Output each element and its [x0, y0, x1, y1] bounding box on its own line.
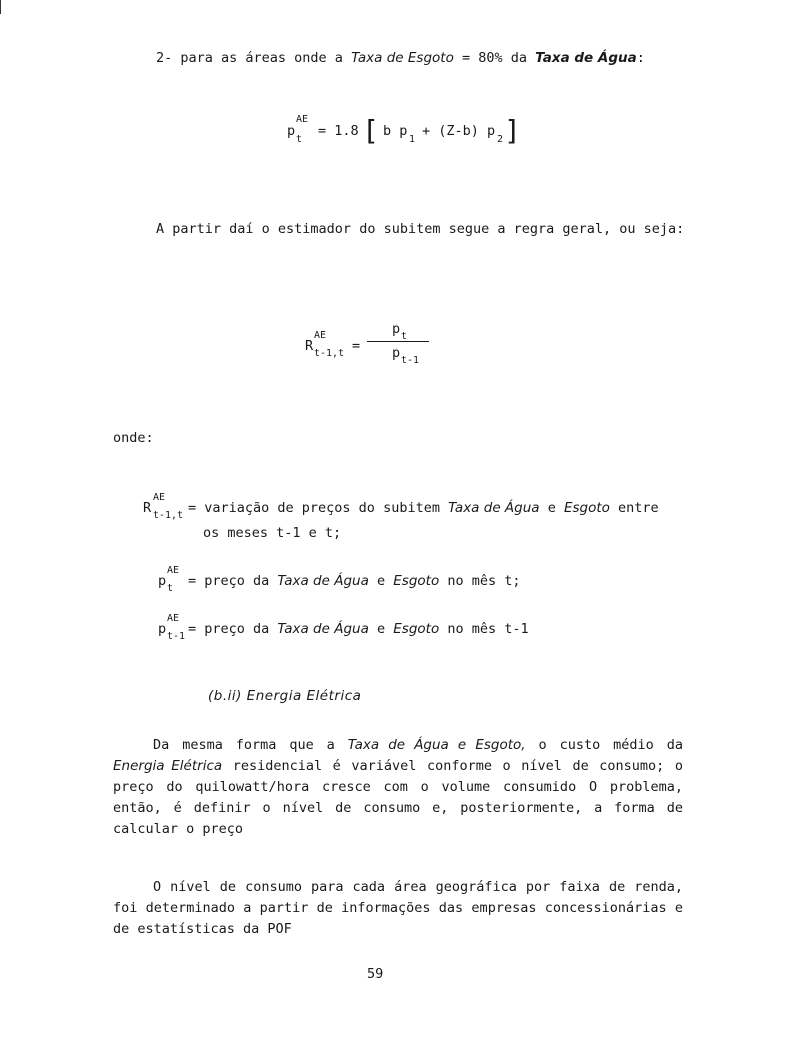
eq1-b-p: b p: [383, 123, 408, 139]
section-heading: (b.ii) Energia Elétrica: [208, 688, 362, 704]
para2-line2: foi determinado a partir de informações das empresas concessionárias e: [113, 900, 683, 916]
def1-text1: = variação de preços do subitem: [188, 500, 449, 516]
item2-prefix: 2- para as áreas onde a: [156, 50, 352, 66]
fraction-line: [367, 341, 429, 342]
def2-term2: Esgoto: [393, 573, 440, 589]
term-taxa-esgoto: Taxa de Esgoto: [351, 50, 454, 66]
def2-text1: = preço da: [188, 573, 278, 589]
para1-term: Taxa de Água e Esgoto,: [347, 737, 526, 753]
def3-e: e: [368, 621, 394, 637]
eq2-den-p: p: [392, 345, 401, 361]
eq2-num-sub: t: [401, 331, 408, 342]
def3-term2: Esgoto: [393, 621, 440, 637]
para1-line3: preço do quilowatt/hora cresce com o volume consumido O problema,: [113, 779, 683, 795]
def1-text2: entre: [609, 500, 659, 516]
para2-line1: O nível de consumo para cada área geográfica por faixa de renda,: [153, 879, 683, 895]
def3-text2: no mês t-1: [439, 621, 529, 637]
def3-term1: Taxa de Água: [277, 621, 369, 637]
eq1-right-bracket: ]: [506, 114, 517, 147]
para1-l1a: Da mesma forma que a: [153, 737, 348, 753]
item2-suffix: :: [636, 50, 645, 66]
def1-symbol: R: [143, 500, 152, 516]
def1-line2: os meses t-1 e t;: [203, 525, 342, 541]
eq2-sub: t-1,t: [314, 348, 345, 359]
eq1-sub2: 2: [497, 134, 504, 145]
def1-text: [188, 500, 659, 516]
item2-mid: = 80% da: [453, 50, 536, 66]
def2-text: [188, 573, 521, 589]
para1-line1: [113, 735, 683, 756]
eq2-sup: AE: [314, 330, 327, 341]
def1-e: e: [539, 500, 564, 516]
eq2-den-sub: t-1: [401, 355, 420, 366]
para1-line2: [113, 756, 683, 777]
eq2-R: R: [305, 338, 314, 354]
def3-symbol: p: [158, 621, 167, 637]
para1-l2b: residencial é variável conforme o nível de consumo; o: [222, 758, 683, 774]
def3-sub: t-1: [167, 631, 186, 642]
page-number: 59: [367, 966, 384, 982]
eq1-left-bracket: [: [366, 114, 377, 147]
def3-sup: AE: [167, 613, 180, 624]
para2-line3: de estatísticas da POF: [113, 921, 292, 937]
para1-l1b: o custo médio da: [525, 737, 683, 753]
paragraph-2: [113, 877, 683, 940]
def2-sub: t: [167, 583, 174, 594]
eq2-equals: =: [352, 338, 361, 354]
def2-e: e: [368, 573, 394, 589]
def2-sup: AE: [167, 565, 180, 576]
def2-text2: no mês t;: [439, 573, 521, 589]
eq1-sub1: 1: [409, 134, 416, 145]
def2-term1: Taxa de Água: [277, 573, 369, 589]
eq2-num-p: p: [392, 321, 401, 337]
def2-symbol: p: [158, 573, 167, 589]
scan-mark: [0, 0, 1, 14]
def3-text1: = preço da: [188, 621, 278, 637]
para1-line5: calcular o preço: [113, 821, 244, 837]
def3-text: [188, 621, 529, 637]
def1-sub: t-1,t: [153, 510, 184, 521]
def1-term1: Taxa de Água: [448, 500, 540, 516]
eq1-sup: AE: [296, 114, 309, 125]
eq1-p: p: [287, 123, 296, 139]
onde-label: onde:: [113, 430, 154, 446]
def1-term2: Esgoto: [563, 500, 610, 516]
eq1-rhs: = 1.8: [318, 123, 359, 139]
para1-line4: então, é definir o nível de consumo e, posteriormente, a forma de: [113, 800, 683, 816]
item-2-heading: [156, 50, 645, 66]
eq1-plus-term: + (Z-b) p: [422, 123, 496, 139]
paragraph-1: [113, 735, 683, 840]
term-taxa-agua: Taxa de Água: [535, 50, 637, 66]
eq1-sub: t: [296, 134, 303, 145]
intro-sentence: A partir daí o estimador do subitem segue a regra geral, ou seja:: [156, 221, 685, 237]
para1-term-energia: Energia Elétrica: [113, 758, 223, 774]
def1-sup: AE: [153, 492, 166, 503]
